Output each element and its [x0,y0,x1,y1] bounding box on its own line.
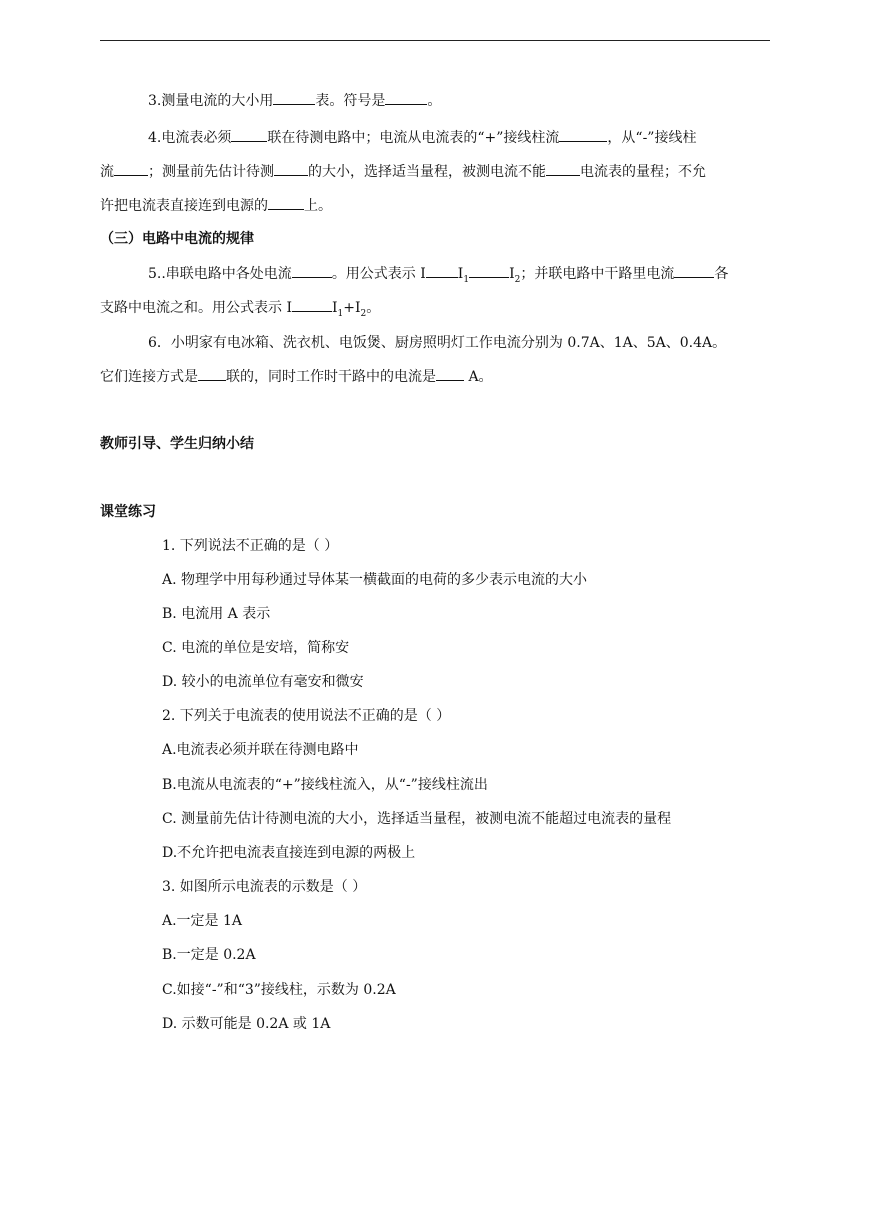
summary-heading: 教师引导、学生归纳小结 [100,436,254,452]
question-6-line-1: 6．小明家有电冰箱、洗衣机、电饭煲、厨房照明灯工作电流分别为 0.7A、1A、5A、0.4A。 [148,335,727,351]
practice-item: D. 较小的电流单位有毫安和微安 [162,674,364,690]
practice-item: A. 物理学中用每秒通过导体某一横截面的电荷的多少表示电流的大小 [162,572,588,588]
blank [198,366,226,381]
practice-item: 3. 如图所示电流表的示数是（ ） [162,879,367,895]
blank [674,263,714,278]
practice-item: A.电流表必须并联在待测电路中 [162,742,359,758]
header-rule [100,40,770,41]
question-4-line-2: 流 ；测量前先估计待测 的大小，选择适当量程，被测电流不能 电流表的量程；不允 [100,161,706,182]
blank [469,263,509,278]
question-5-line-2: 支路中电流之和。用公式表示 I $I_1+I_2$。 [100,297,380,318]
question-3: 3.测量电流的大小用 表。符号是 。 [148,90,441,111]
practice-item: D. 示数可能是 0.2A 或 1A [162,1016,331,1032]
practice-item: 2. 下列关于电流表的使用说法不正确的是（ ） [162,708,451,724]
practice-item: 1. 下列说法不正确的是（ ） [162,538,339,554]
practice-item: B.电流从电流表的“+”接线柱流入，从“-”接线柱流出 [162,777,488,793]
blank [273,90,315,105]
question-4-line-1: 4.电流表必须 联在待测电路中；电流从电流表的“+”接线柱流 ，从“-”接线柱 [148,127,696,148]
practice-item: B.一定是 0.2A [162,947,256,963]
blank [559,127,607,142]
blank [292,263,332,278]
blank [274,161,308,176]
blank [436,366,464,381]
practice-item: B. 电流用 A 表示 [162,606,271,622]
practice-heading: 课堂练习 [100,504,156,520]
blank [546,161,580,176]
blank [231,127,267,142]
blank [292,297,332,312]
practice-item: A.一定是 1A [162,913,243,929]
blank [426,263,458,278]
blank [385,90,427,105]
practice-item: C. 电流的单位是安培，简称安 [162,640,350,656]
practice-item: C.如接“-”和“3”接线柱，示数为 0.2A [162,982,396,998]
blank [268,195,304,210]
question-6-line-2: 它们连接方式是 联的，同时工作时干路中的电流是 A。 [100,366,493,387]
question-4-line-3: 许把电流表直接连到电源的 上。 [100,195,332,216]
blank [114,161,148,176]
section-heading: （三）电路中电流的规律 [100,231,254,247]
practice-item: C. 测量前先估计待测电流的大小，选择适当量程，被测电流不能超过电流表的量程 [162,811,672,827]
question-5-line-1: 5..串联电路中各处电流 。用公式表示 I $I_1$ $I_2$；并联电路中干路里电流 各 [148,263,728,284]
practice-item: D.不允许把电流表直接连到电源的两极上 [162,845,416,861]
